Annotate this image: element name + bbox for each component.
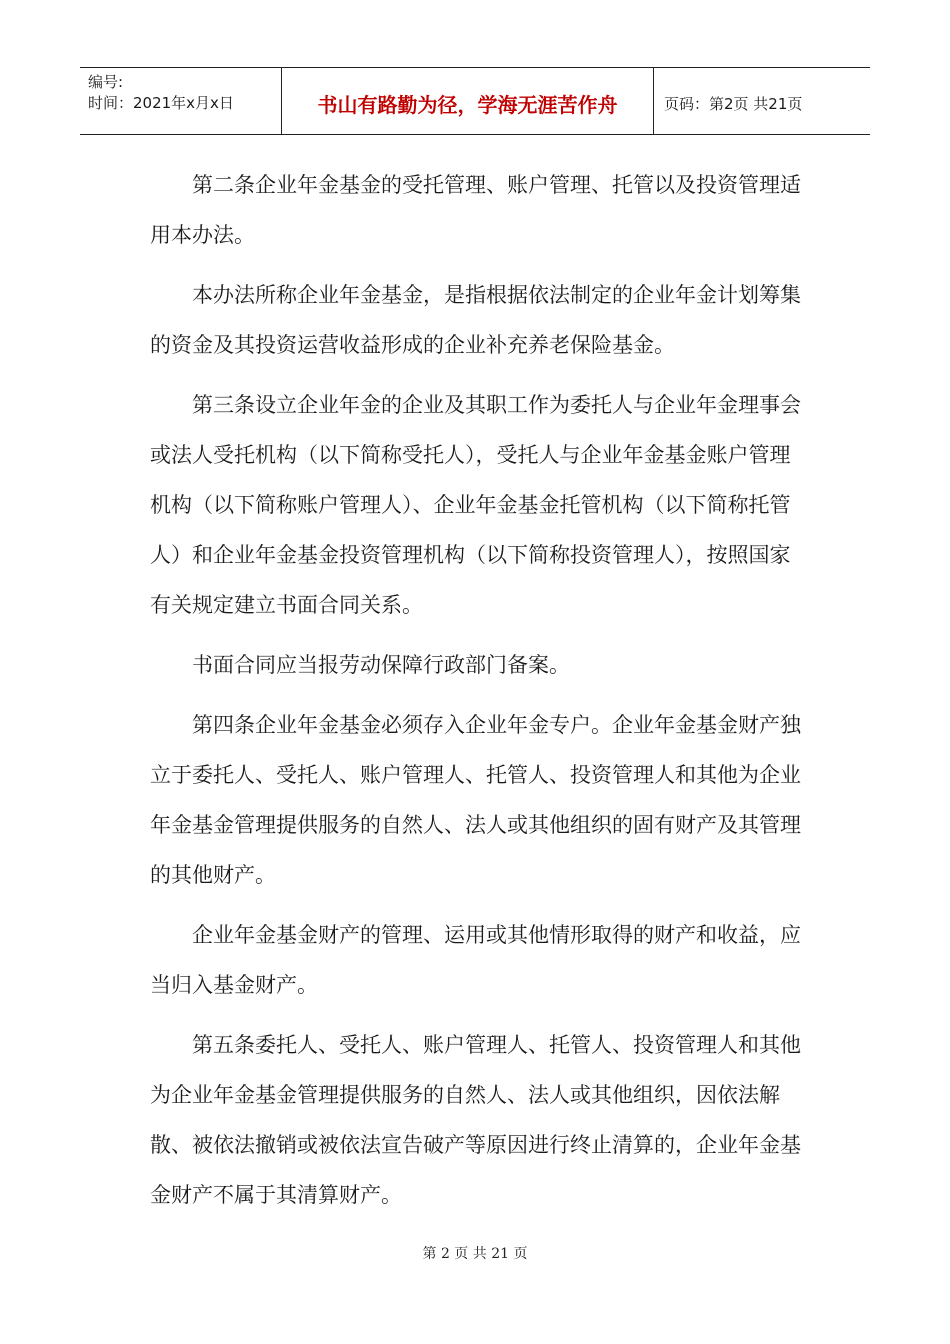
paragraph-article-3: 第三条设立企业年金的企业及其职工作为委托人与企业年金理事会或法人受托机构（以下简称受托人），受托人与企业年金基金账户管理机构（以下简称账户管理人）、企业年金基金托管机构（以下简称托管人）和企业年金基金投资管理机构（以下简称投资管理人），按照国家有关规定建立书面合同关系。: [150, 393, 801, 617]
header-motto: 书山有路勤为径，学海无涯苦作舟: [282, 68, 654, 134]
paragraph-definition: 本办法所称企业年金基金，是指根据依法制定的企业年金计划筹集的资金及其投资运营收益形成的企业补充养老保险基金。: [150, 283, 801, 357]
document-time-label: 时间：2021年x月x日: [88, 94, 234, 112]
paragraph-fund-income: 企业年金基金财产的管理、运用或其他情形取得的财产和收益，应当归入基金财产。: [150, 923, 801, 997]
paragraph-article-5: 第五条委托人、受托人、账户管理人、托管人、投资管理人和其他为企业年金基金管理提供服务的自然人、法人或其他组织，因依法解散、被依法撤销或被依法宣告破产等原因进行终止清算的，企业年金基金财产不属于其清算财产。: [150, 1033, 801, 1207]
page-header: [80, 67, 870, 135]
document-body: [150, 160, 810, 1230]
header-meta: [80, 68, 282, 134]
paragraph-article-2: 第二条企业年金基金的受托管理、账户管理、托管以及投资管理适用本办法。: [150, 173, 801, 247]
document-number-label: 编号:: [88, 73, 124, 91]
page-footer: 第 2 页 共 21 页: [422, 1246, 528, 1262]
header-page-info: 页码：第2页 共21页: [664, 94, 803, 113]
paragraph-contract-filing: 书面合同应当报劳动保障行政部门备案。: [192, 653, 570, 677]
paragraph-article-4: 第四条企业年金基金必须存入企业年金专户。企业年金基金财产独立于委托人、受托人、账户管理人、托管人、投资管理人和其他为企业年金基金管理提供服务的自然人、法人或其他组织的固有财产及其管理的其他财产。: [150, 713, 801, 887]
